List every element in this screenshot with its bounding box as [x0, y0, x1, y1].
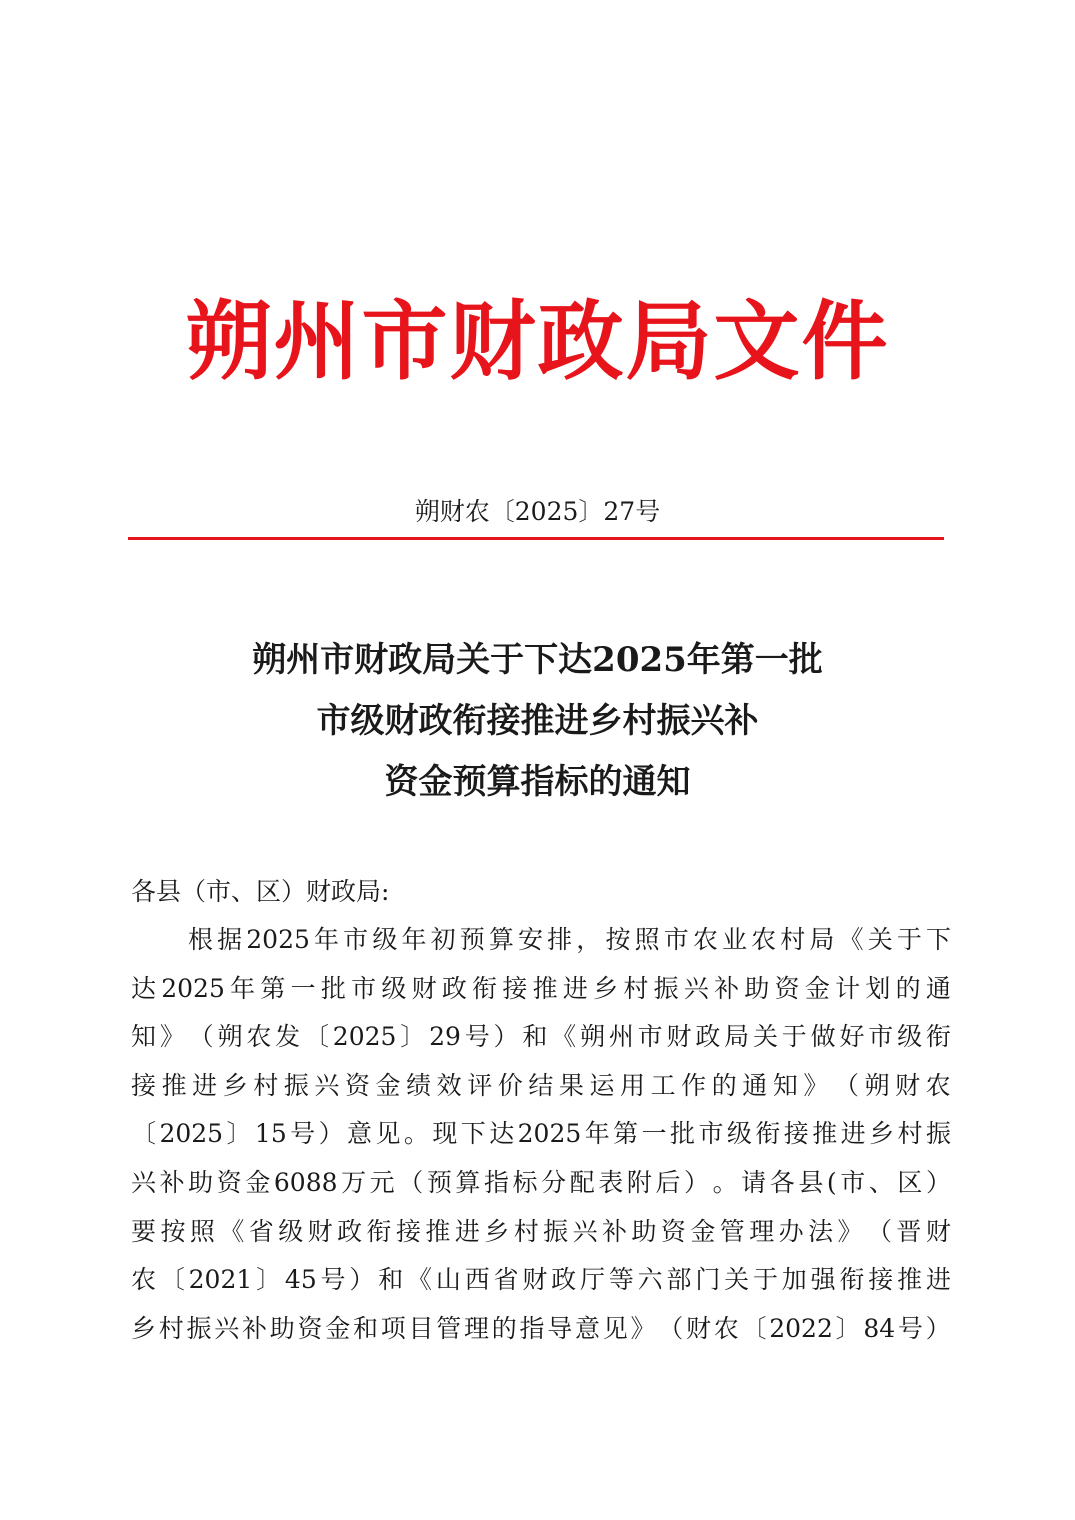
body-line: 知 》 （ 朔 农 发 〔 2025 〕 29 号 ） 和 《 朔 州 市 财 政 局 关 于 做 好 市 级 衔: [131, 1022, 951, 1052]
notice-title-line: 市级财政衔接推进乡村振兴补: [316, 701, 759, 741]
salutation: 各县（市、区）财政局:: [131, 877, 390, 906]
body-line: 兴 补 助 资 金 6088 万 元 （ 预 算 指 标 分 配 表 附 后 ） 。 请 各 县 ( 市 、 区 ）: [131, 1167, 951, 1197]
notice-title-line: 朔州市财政局关于下达2025年第一批: [252, 640, 823, 680]
body-line: 根 据 2025 年 市 级 年 初 预 算 安 排 ， 按 照 市 农 业 农 村 局 《 关 于 下: [188, 925, 951, 954]
document-number: 朔财农〔2025〕27号: [414, 497, 661, 526]
body-line: 乡 村 振 兴 补 助 资 金 和 项 目 管 理 的 指 导 意 见 》 （ 财 农 〔 2022 〕 84 号 ）: [131, 1313, 951, 1343]
notice-title-line: 资金预算指标的通知: [384, 762, 691, 802]
body-line: 要 按 照 《 省 级 财 政 衔 接 推 进 乡 村 振 兴 补 助 资 金 管 理 办 法 》 （ 晋 财: [131, 1216, 951, 1246]
body-paragraph: [131, 916, 951, 1353]
masthead-title: 朔州市财政局文件: [185, 291, 890, 392]
body-line: 达 2025 年 第 一 批 市 级 财 政 衔 接 推 进 乡 村 振 兴 补 助 资 金 计 划 的 通: [131, 973, 951, 1003]
body-line: 接 推 进 乡 村 振 兴 资 金 绩 效 评 价 结 果 运 用 工 作 的 通 知 》 （ 朔 财 农: [131, 1070, 951, 1100]
red-divider-line: [128, 537, 944, 540]
notice-title: [0, 630, 1075, 813]
body-line: 农 〔 2021 〕 45 号 ） 和 《 山 西 省 财 政 厅 等 六 部 门 关 于 加 强 衔 接 推 进: [131, 1265, 951, 1295]
body-line: 〔 2025 〕 15 号 ） 意 见 。 现 下 达 2025 年 第 一 批 市 级 衔 接 推 进 乡 村 振: [131, 1119, 951, 1149]
